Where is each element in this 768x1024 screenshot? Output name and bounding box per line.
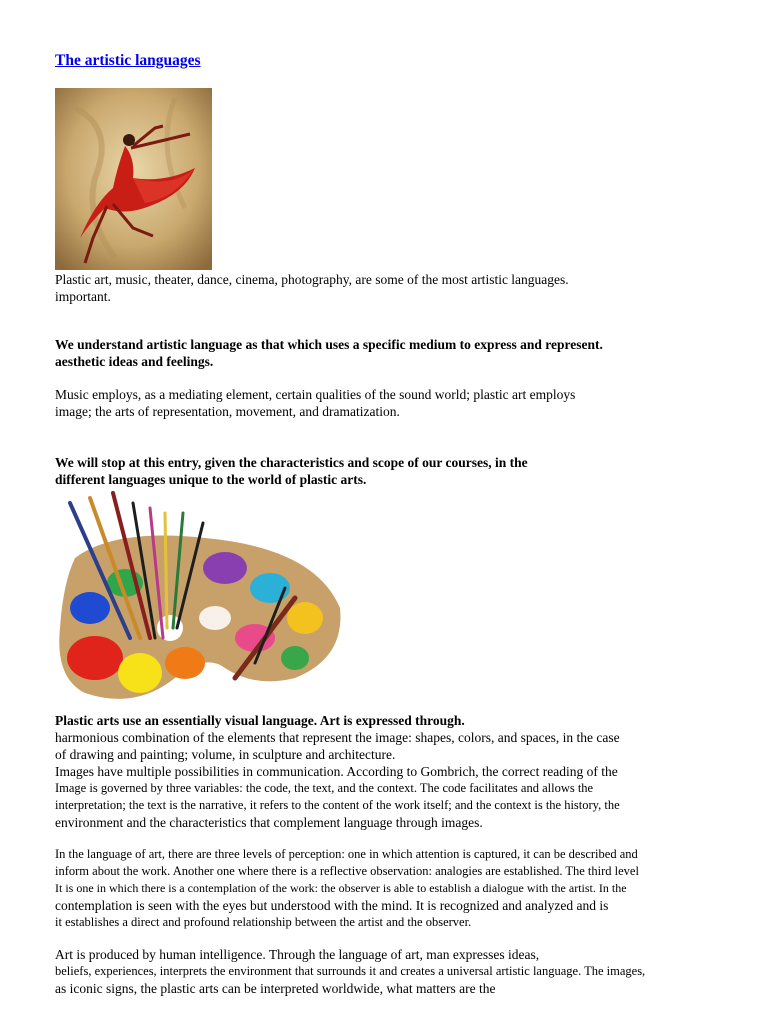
dancer-image <box>55 88 212 270</box>
text-line: it establishes a direct and profound relationship between the artist and the observer. <box>55 915 472 929</box>
text-line: inform about the work. Another one where there is a reflective observation: analogies are established. The third level <box>55 864 639 878</box>
text-line: image; the arts of representation, movement, and dramatization. <box>55 404 400 419</box>
text-line: Art is produced by human intelligence. Through the language of art, man expresses ideas, <box>55 947 540 962</box>
paragraph-6 <box>55 846 745 931</box>
text-line: aesthetic ideas and feelings. <box>55 354 214 369</box>
text-line: Plastic arts use an essentially visual language. Art is expressed through. <box>55 713 465 728</box>
text-line: beliefs, experiences, interprets the environment that surrounds it and creates a universal artistic language. The images, <box>55 964 646 978</box>
text-line: It is one in which there is a contemplation of the work: the observer is able to establish a dialogue with the artist. In the <box>55 881 627 895</box>
text-line: different languages unique to the world of plastic arts. <box>55 472 367 487</box>
text-line: contemplation is seen with the eyes but understood with the mind. It is recognized and analyzed and is <box>55 898 609 913</box>
paragraph-5 <box>55 712 745 831</box>
text-line: Images have multiple possibilities in communication. According to Gombrich, the correct reading of the <box>55 764 618 779</box>
paragraph-3 <box>55 386 745 420</box>
text-line: We will stop at this entry, given the characteristics and scope of our courses, in the <box>55 455 528 470</box>
text-line: We understand artistic language as that which uses a specific medium to express and represent. <box>55 337 603 352</box>
text-line: Music employs, as a mediating element, certain qualities of the sound world; plastic art employs <box>55 387 576 402</box>
title-link[interactable]: The artistic languages <box>55 52 201 69</box>
text-line: Plastic art, music, theater, dance, cinema, photography, are some of the most artistic languages. <box>55 272 569 287</box>
paragraph-2 <box>55 336 745 370</box>
text-line: as iconic signs, the plastic arts can be interpreted worldwide, what matters are the <box>55 981 496 996</box>
text-line: In the language of art, there are three levels of perception: one in which attention is captured, it can be described and <box>55 847 638 861</box>
text-line: harmonious combination of the elements that represent the image: shapes, colors, and spaces, in the case <box>55 730 620 745</box>
paint-palette-image <box>55 488 345 710</box>
paragraph-4 <box>55 454 745 488</box>
paragraph-1 <box>55 271 745 305</box>
text-line: environment and the characteristics that complement language through images. <box>55 815 483 830</box>
text-line: important. <box>55 289 111 304</box>
text-line: Image is governed by three variables: the code, the text, and the context. The code facilitates and allows the <box>55 781 594 795</box>
text-line: of drawing and painting; volume, in sculpture and architecture. <box>55 747 396 762</box>
text-line: interpretation; the text is the narrative, it refers to the content of the work itself; and the context is the history, the <box>55 798 620 812</box>
paragraph-7 <box>55 946 745 997</box>
